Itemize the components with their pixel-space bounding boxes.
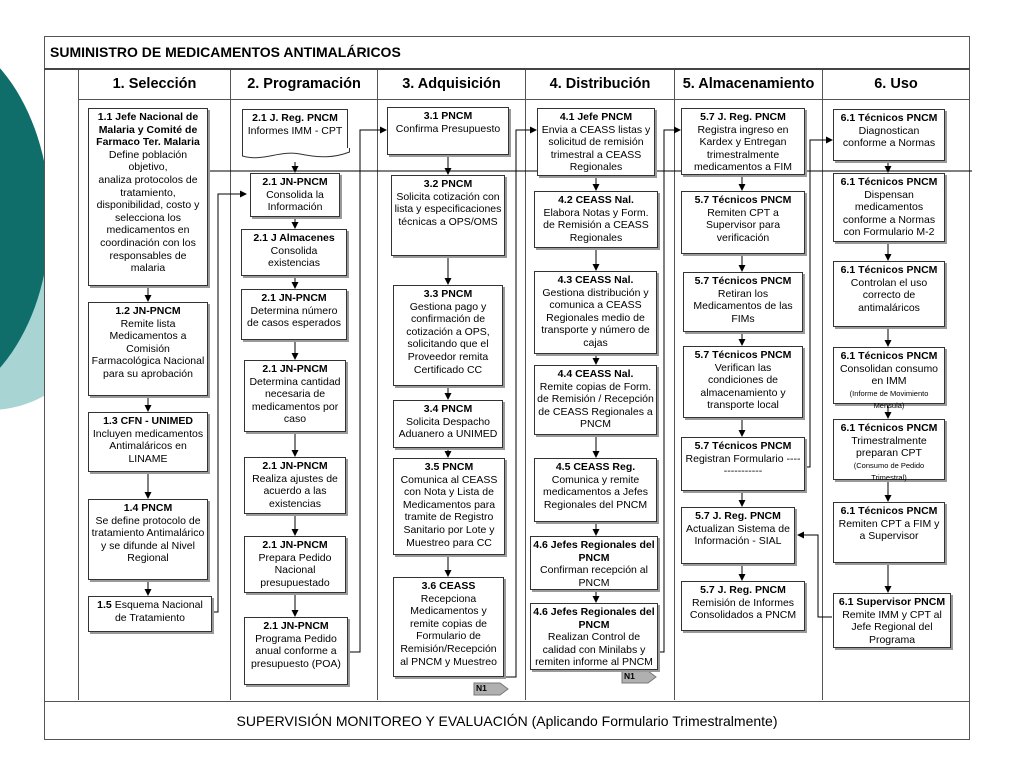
box-heading: 3.3 PNCM [423,288,473,300]
process-box-1-5 [88,596,212,632]
box-heading: 2.1 JN-PNCM [261,292,327,304]
process-box-1-4 [88,499,208,580]
box-heading: 3.6 CEASS [421,580,476,592]
box-text: Comunica y remite medicamentos a Jefes Regionales del PNCM [542,473,649,511]
box-text: Define población objetivo, analiza protocolos de tratamiento, disponibilidad, costo y selecciona los medicamentos en coordinación con los responsables de malaria [96,148,200,275]
process-box-5-5 [681,437,805,491]
box-heading: 2.1 JN-PNCM [262,460,328,472]
box-text: Registra ingreso en Kardex y Entregan trimestralmente medicamentos a FIM [693,123,793,174]
box-text: Gestiona distribución y comunica a CEASS Regionales medio de transporte y número de cajas [541,286,650,349]
process-box-2-3 [241,229,347,276]
box-heading: 2.1 JN-PNCM [262,176,328,188]
process-box-2-5 [244,360,346,432]
box-heading: 4.6 Jefes Regionales del PNCM [533,539,655,564]
box-heading: 6.1 Supervisor PNCM [838,596,946,608]
box-text: Remisión de Informes Consolidados a PNCM [689,596,797,622]
box-text: Esquema Nacional de Tratamiento [114,599,203,624]
process-box-2-2 [250,173,340,217]
box-text: Comunica al CEASS con Nota y Lista de Medicamentos para tramite de Registro Sanitario por Lote y Muestreo para CC [400,473,498,549]
box-text: Remiten CPT a Supervisor para verificación [705,206,781,244]
process-box-2-6 [244,457,346,514]
box-text: Prepara Pedido Nacional presupuestado [258,551,332,589]
box-text: Consolidan consumo en IMM [839,362,939,388]
box-text: Registran Formulario --------------- [685,452,801,478]
box-heading: 5.7 J. Reg. PNCM [700,584,786,596]
box-heading: 6.1 Técnicos PNCM [840,505,938,517]
process-box-4-1 [537,108,655,176]
process-box-5-1 [681,108,805,175]
box-text: Confirman recepción al PNCM [540,564,648,589]
box-heading: 1.3 CFN - UNIMED [103,415,193,427]
offpage-connector-label: N1 [624,671,635,681]
box-text: Remite lista Medicamentos a Comisión Farmacológica Nacional para su aprobación [91,317,205,380]
box-heading: 1.1 Jefe Nacional de Malaria y Comité de Farmaco Ter. Malaria [96,111,200,149]
box-text: Determina cantidad necesaria de medicamentos por caso [249,375,341,426]
box-heading: 2.1 JN-PNCM [263,620,329,632]
process-box-6-4 [833,347,945,411]
process-box-3-3 [393,285,503,386]
box-heading: 1.2 JN-PNCM [115,305,181,317]
box-text: Informes IMM - CPT [247,124,343,137]
process-box-4-5 [534,458,657,522]
process-box-1-1 [88,108,208,286]
process-box-3-4 [393,400,503,448]
box-text: Solicita Despacho Aduanero a UNIMED [398,415,498,441]
box-text: Incluyen medicamentos Antimaláricos en LINAME [92,427,204,465]
box-text: Realiza ajustes de acuerdo a las existencias [252,472,338,510]
process-box-5-3 [683,272,803,332]
box-text: Verifican las condiciones de almacenamiento y transporte local [700,361,786,412]
process-box-5-4 [683,346,803,418]
box-heading: 6.1 Técnicos PNCM [840,422,938,434]
box-heading: 4.1 Jefe PNCM [559,111,633,123]
box-heading: 4.5 CEASS Reg. [555,461,636,473]
box-heading: 4.2 CEASS Nal. [558,194,634,206]
box-text: Remiten CPT a FIM y a Supervisor [838,517,940,543]
box-text: Trimestralmente preparan CPT [851,434,927,460]
process-box-6-3 [833,261,945,327]
box-text: Envia a CEASS listas y solicitud de remisión trimestral a CEASS Regionales [541,123,651,174]
process-box-2-7 [244,536,346,593]
phase-header: 3. Adquisición [378,70,525,100]
process-box-4-2 [534,191,658,248]
process-box-6-2 [833,173,945,242]
process-box-4-6 [530,536,658,590]
box-heading: 3.4 PNCM [423,403,473,415]
box-text: Remite IMM y CPT al Jefe Regional del Programa [842,608,942,646]
box-heading: 4.6 Jefes Regionales del PNCM [533,606,655,631]
box-heading: 1.4 PNCM [123,502,173,514]
box-heading: 5.7 Técnicos PNCM [694,194,792,206]
box-text: Solicita cotización con lista y especificaciones técnicas a OPS/OMS [394,190,502,228]
box-heading: 2.1 J Almacenes [253,232,335,244]
box-heading: 2.1 JN-PNCM [262,363,328,375]
box-heading: 3.2 PNCM [423,178,473,190]
box-text: Consolida la Información [266,188,324,214]
offpage-connector-label: N1 [476,683,487,693]
document-wave [242,148,350,160]
box-text: Actualizan Sistema de Información - SIAL [686,522,790,548]
box-text: Determina número de casos esperados [247,304,341,330]
phase-header: 6. Uso [823,70,969,100]
footer-bar [44,701,970,740]
document-box-2-1 [242,109,348,151]
box-heading: 2.1 J. Reg. PNCM [252,112,338,124]
box-text: Realizan Control de calidad con Minilabs y remiten informe al PNCM [535,631,653,669]
box-heading: 5.7 Técnicos PNCM [694,440,792,452]
box-text: Se define protocolo de tratamiento Antimalárico y se difunde al Nivel Regional [91,514,205,565]
box-text: Dispensan medicamentos conforme a Normas con Formulario M-2 [842,188,936,239]
process-box-6-7 [833,593,951,648]
process-box-4-7 [530,603,658,670]
process-box-6-5 [833,419,945,483]
process-box-6-6 [833,502,945,563]
process-box-5-2 [681,191,805,254]
box-text: Retiran los Medicamentos de las FIMs [693,287,793,325]
box-heading: 5.7 Técnicos PNCM [694,349,792,361]
box-text: Confirma Presupuesto [395,122,501,135]
process-box-2-8 [244,617,348,685]
box-heading: 3.5 PNCM [424,461,474,473]
process-box-4-3 [534,271,657,354]
box-heading: 6.1 Técnicos PNCM [840,350,938,362]
box-heading: 6.1 Técnicos PNCM [840,112,938,124]
box-heading: 4.4 CEASS Nal. [557,368,634,380]
process-box-3-2 [391,175,505,256]
box-heading: 5.7 J. Reg. PNCM [695,510,781,522]
process-box-1-3 [88,412,208,472]
box-heading: 1.5 [97,599,112,611]
box-text: Controlan el uso correcto de antimaláricos [850,276,928,314]
box-heading: 3.1 PNCM [423,110,473,122]
process-box-6-1 [833,109,945,161]
box-text: Programa Pedido anual conforme a presupuesto (POA) [251,632,341,670]
process-box-1-2 [88,302,208,396]
process-box-3-5 [393,458,505,555]
process-box-5-6 [681,507,795,564]
box-note: (Informe de Movimiento Mensula) [849,388,929,411]
process-box-2-4 [241,289,347,340]
box-heading: 4.3 CEASS Nal. [557,274,634,286]
process-box-4-4 [534,365,657,435]
box-note: (Consumo de Pedido Trimestral) [853,460,925,483]
box-heading: 5.7 Técnicos PNCM [694,275,792,287]
phase-header: 4. Distribución [526,70,674,100]
phase-header: 2. Programación [231,70,377,100]
box-text: Gestiona pago y confirmación de cotización a OPS, solicitando que el Proveedor remita Certificado CC [406,300,490,376]
box-text: Remite copias de Form. de Remisión / Recepción de CEASS Regionales a PNCM [537,380,654,431]
box-text: Consolida existencias [268,244,320,270]
box-text: Diagnostican conforme a Normas [842,124,936,150]
box-heading: 2.1 JN-PNCM [262,539,328,551]
box-text: Elabora Notas y Form. de Remisión a CEASS Regionales [543,206,649,244]
box-heading: 6.1 Técnicos PNCM [840,264,938,276]
box-heading: 6.1 Técnicos PNCM [840,176,938,188]
phase-header: 5. Almacenamiento [675,70,822,100]
box-heading: 5.7 J. Reg. PNCM [700,111,786,123]
process-box-3-6 [393,577,504,677]
footer-caption: SUPERVISIÓN MONITOREO Y EVALUACIÓN (Aplicando Formulario Trimestralmente) [236,713,778,729]
box-text: Recepciona Medicamentos y remite copias de Formulario de Remisión/Recepción al PNCM y Muestreo [400,592,497,668]
phase-header: 1. Selección [79,70,230,100]
process-box-5-7 [681,581,805,631]
process-box-3-1 [387,107,509,155]
diagram-title: SUMINISTRO DE MEDICAMENTOS ANTIMALÁRICOS [50,44,401,60]
